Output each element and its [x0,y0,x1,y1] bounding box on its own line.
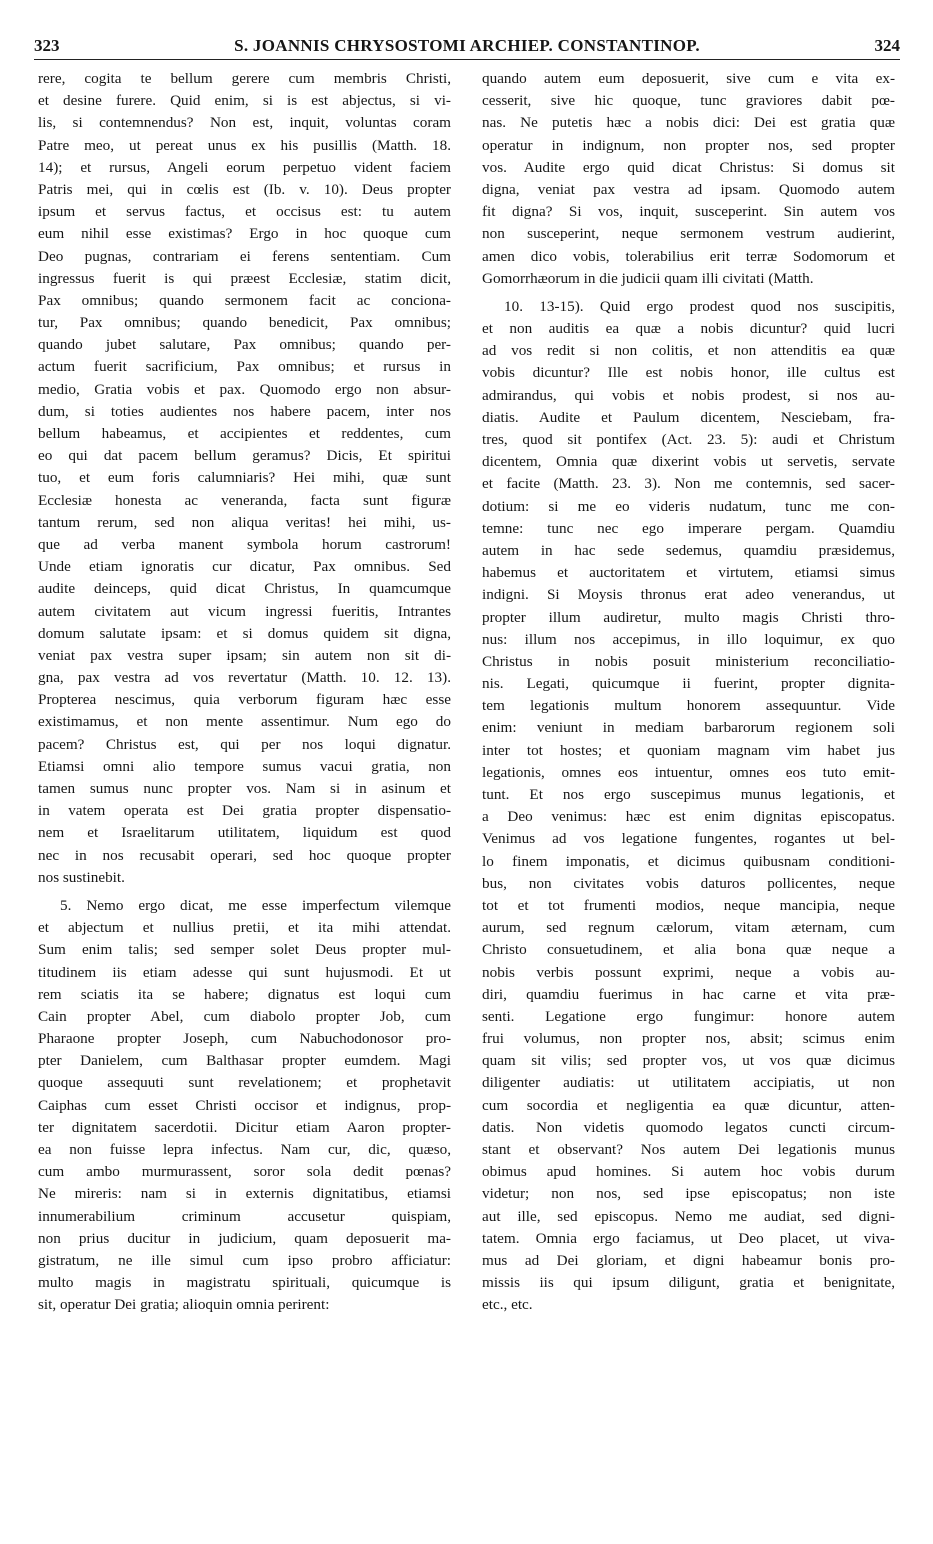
right-text-column [482,68,895,1317]
text-line: quoque assequuti sunt revelationem; et prophetavit [38,1074,451,1092]
text-line: Pax omnibus; quando sermonem facit ac conciona- [38,291,451,309]
text-line: Etiamsi omni alio tempore sumus vacui gratia, non [38,757,451,775]
text-line: que ad verba manent symbola horum castrorum! [38,535,451,553]
text-line: ea non fuisse lepra infectus. Nam cur, dic, quæso, [38,1141,451,1158]
text-line: obimus apud homines. Si autem hoc vobis durum [482,1163,895,1181]
text-line: medio, Gratia vobis et pax. Quomodo ergo non absur- [38,380,451,398]
text-line: titudinem iis etiam adesse qui sunt hujusmodi. Et ut [38,963,451,981]
text-line: mus ad Dei gloriam, et digni habeamur bonis pro- [482,1251,895,1269]
text-line: autem civitatem aut vicum ingressi fueritis, Intrantes [38,602,451,620]
text-line: eo qui dat pacem bellum geramus? Dicis, Et spiritui [38,447,451,465]
text-line: tatem. Omnia ergo faciamus, ut Deo placet, ut viva- [482,1229,895,1247]
text-line: 14); et rursus, Angeli eorum perpetuo vident faciem [38,158,451,176]
text-line: cum ambo murmurassent, soror sola dedit pœnas? [38,1163,451,1181]
text-line: inter tot hostes; et quoniam magnam vim habet jus [482,741,895,759]
text-line: nec in nos recusabit operari, sed hoc quoque propter [38,846,451,864]
text-line: operatur in indignum, non propter nos, sed propter [482,136,895,154]
text-line: Ecclesiæ honesta ac veneranda, facta sunt figuræ [38,491,451,509]
text-line: amen dico vobis, tolerabilius erit terræ Sodomorum et [482,247,895,265]
text-line: dum, si toties audientes nos habere pacem, inter nos [38,402,451,420]
text-line: nem et Israelitarum utilitatem, liquidum est quod [38,824,451,842]
text-line: et non auditis ea quæ a nobis dicuntur? quid lucri [482,320,895,338]
text-line: legationis, omnes eos intuentur, omnes eos tuto emit- [482,763,895,781]
text-line: Unde etiam ignoratis cur dicatur, Pax omnibus. Sed [38,558,451,576]
text-line: Propterea nescimus, quia verborum figuram hæc esse [38,691,451,709]
text-line: multo magis in magistratu spirituali, quicumque is [38,1274,451,1292]
text-line: ad vos redit si non colitis, et non attenditis ea quæ [482,342,895,360]
text-line: tur, Pax omnibus; quando benedicit, Pax omnibus; [38,314,451,332]
text-line: tunt. Et nos ergo suscepimus munus legationis, et [482,786,895,803]
text-line: tantum rerum, sed non aliqua veritas! hei mihi, us- [38,513,451,531]
text-line: enim: veniunt in mediam barbarorum regionem soli [482,719,895,737]
text-line: Patre meo, ut pereat unus ex his pusillis (Matth. 18. [38,136,451,154]
page-number-left: 323 [34,36,60,55]
text-line: in vatem operata est Dei gratia propter dispensatio- [38,802,451,820]
text-line: autem in hac sede sedemus, quamdiu præsidemus, [482,541,895,559]
text-line: nas. Ne putetis hæc a nobis dici: Dei est gratia quæ [482,114,895,132]
text-line: ingressus fuerit is qui præest Ecclesiæ, statim dicit, [38,269,451,287]
text-line: nos sustinebit. [38,868,125,886]
text-line: actum fuerit sacrificium, Pax omnibus; et rursus in [38,358,451,376]
text-line: nus: illum nos accepimus, in illo loquimur, ex quo [482,630,895,648]
text-line: cum socordia et negligentia ea quæ dicuntur, atten- [482,1096,895,1114]
text-line: et facite (Matth. 23. 3). Non me contemnis, sed sacer- [482,475,895,493]
text-line: 10. 13-15). Quid ergo prodest quod nos suscipitis, [504,297,895,315]
text-line: 5. Nemo ergo dicat, me esse imperfectum vilemque [60,896,451,914]
text-line: eum nihil esse existimas? Ergo in hoc quoque cum [38,225,451,243]
text-line: indigni. Si Moysis thronus erat adeo venerandus, ut [482,586,895,604]
text-line: non susceperint, neque sermonem vestrum audierint, [482,225,895,243]
text-line: rem sciatis ita se habere; dignatus est loqui cum [38,985,451,1003]
text-line: dicentem, Omnia quæ dixerint vobis ut servetis, servate [482,453,895,471]
running-header [34,30,900,60]
text-line: Patris mei, qui in cœlis est (Ib. v. 10). Deus propter [38,180,451,198]
text-line: tem legationis multum honorem assequuntur. Vide [482,697,895,715]
text-line: lis, si contemnendus? Non est, inquit, voluntas coram [38,114,451,132]
text-line: Caiphas cum esset Christi occisor et indignus, prop- [38,1096,451,1114]
text-line: Sum enim talis; sed semper solet Deus propter mul- [38,941,451,959]
text-line: existimamus, et non mente assentimur. Num ego do [38,713,451,731]
text-line: propter illum audiretur, multo magis Christi thro- [482,608,895,626]
text-line: bellum habeamus, et accipientes et reddentes, cum [38,425,451,442]
text-line: nis. Legati, quicumque ii fuerint, propter dignita- [482,675,895,693]
text-line: aurum, sed regnum cælorum, vitam æternam, cum [482,919,895,937]
text-line: innumerabilium criminum accusetur quispiam, [38,1207,451,1225]
text-line: fit digna? Si vos, inquit, susceperint. Sin autem vos [482,203,895,221]
text-line: Cain propter Abel, cum diabolo propter Job, cum [38,1007,451,1025]
text-line: quando autem eum deposuerit, sive cum e vita ex- [482,70,895,87]
header-rule [34,59,900,60]
text-line: quando jubet salutare, Pax omnibus; quando per- [38,336,451,354]
text-line: tuo, et eum foris calumniaris? Hei mihi, quæ sunt [38,469,451,487]
text-line: diligenter audiatis: ut utilitatem accipiatis, ut non [482,1074,895,1092]
text-line: rere, cogita te bellum gerere cum membris Christi, [38,70,451,87]
text-line: nobis verbis possunt exprimi, neque a vobis au- [482,963,895,981]
text-line: veniat pax vestra super ipsam; sin autem non sit di- [38,646,451,664]
text-line: ter dignitatem sacerdotii. Dicitur etiam Aaron propter- [38,1118,451,1136]
text-line: vos. Audite ergo quid dicat Christus: Si domus sit [482,158,895,176]
text-line: Gomorrhæorum in die judicii quam illi civitati (Matth. [482,269,814,287]
text-line: etc., etc. [482,1296,533,1314]
text-line: habemus et auctoritatem et virtutem, etiamsi simus [482,564,895,582]
text-line: non prius ducitur in judicium, quam deposuerit ma- [38,1229,451,1247]
text-line: pacem? Christus est, qui per nos loqui dignatur. [38,735,451,753]
text-line: diri, quamdiu fuerimus in hac carne et vita præ- [482,985,895,1003]
text-line: temne: tunc nec ego imperare pergam. Quamdiu [482,519,895,537]
text-line: digna, veniat pax vestra ad ipsam. Quomodo autem [482,180,895,198]
text-line: quam sit vilis; sed propter vos, ut vos quæ dicimus [482,1052,895,1070]
text-line: et desine furere. Quid enim, si is est abjectus, si vi- [38,92,451,110]
text-line: videtur; non nos, sed ipse episcopatus; non iste [482,1185,895,1203]
text-line: pter Danielem, cum Balthasar propter eumdem. Magi [38,1052,451,1070]
text-line: tot et tot frumenti modios, neque mancipia, neque [482,896,895,914]
text-line: gna, pax vestra ad vos revertatur (Matth. 10. 12. 13). [38,669,451,687]
text-line: Deo pugnas, contrariam ei ferens sententiam. Cum [38,247,451,265]
text-line: ipsum et servus factus, et occisus est: tu autem [38,203,451,221]
text-line: Christus in nobis posuit ministerium reconciliatio- [482,652,895,670]
text-line: frui volumus, non propter nos, absit; scimus enim [482,1030,895,1048]
text-line: gistratum, ne ille simul cum ipso probro afficiatur: [38,1251,451,1269]
text-line: audite deinceps, quid dicat Christus, In quamcumque [38,580,451,598]
text-line: senti. Legatione ergo fungimur: honore autem [482,1007,895,1025]
text-line: tres, quod sit pontifex (Act. 23. 5): audi et Christum [482,431,895,448]
text-line: tamen sumus nunc propter vos. Nam si in asinum et [38,780,451,797]
text-line: vobis dicuntur? Ille est nobis honor, ille cultus est [482,364,895,382]
text-line: Pharaone propter Joseph, cum Nabuchodonosor pro- [38,1030,451,1048]
text-line: stant et observant? Nos autem Dei legationis munus [482,1141,895,1158]
text-line: Christo consuetudinem, et alia bona quæ neque a [482,941,895,959]
text-line: admirandus, qui vobis et nobis prodest, si nos au- [482,386,895,404]
running-title: S. JOANNIS CHRYSOSTOMI ARCHIEP. CONSTANTINOP. [234,36,700,55]
text-line: missis iis qui ipsum diligunt, gratia et benignitate, [482,1274,895,1292]
text-line: et abjectum et nullius pretii, et ita mihi attendat. [38,919,451,937]
text-line: a Deo venimus: hæc est enim dignitas episcopatus. [482,808,895,826]
text-line: datis. Non videtis quomodo legatos cuncti circum- [482,1118,895,1136]
text-line: sit, operatur Dei gratia; alioquin omnia perirent: [38,1296,330,1314]
text-line: Venimus ad vos legatione fungentes, rogantes ut bel- [482,830,895,848]
text-line: aut ille, sed episcopus. Nemo me audiat, sed digni- [482,1207,895,1225]
text-line: domum salutate ipsam: et si domus quidem sit digna, [38,624,451,642]
text-line: cesserit, sive hic quoque, tunc graviores dabit pœ- [482,92,895,110]
text-line: Ne mireris: nam si in externis dignitatibus, etiamsi [38,1185,451,1203]
text-line: diatis. Audite et Paulum dicentem, Nesciebam, fra- [482,408,895,426]
left-text-column [38,68,451,1317]
page-number-right: 324 [874,36,900,55]
text-line: dotium: si me eo videris nudatum, tunc me con- [482,497,895,515]
text-line: lo finem imponatis, et dicimus quibusnam conditioni- [482,852,895,870]
text-line: bus, non civitates vobis daturos pollicentes, neque [482,874,895,892]
